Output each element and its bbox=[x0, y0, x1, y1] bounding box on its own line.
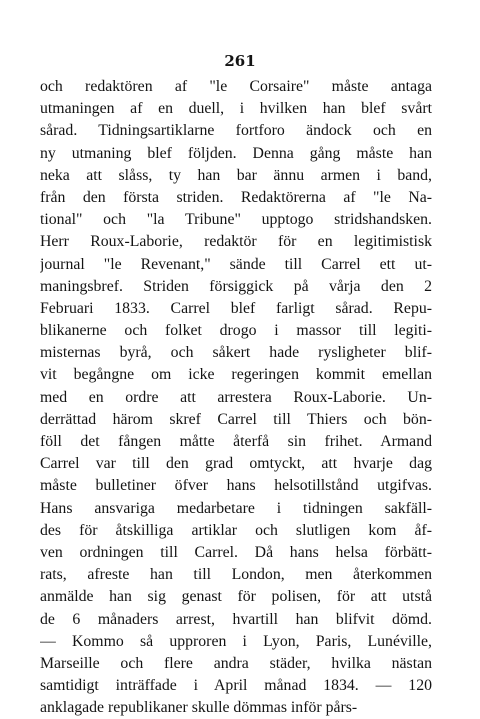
text-line: ven ordningen till Carrel. Då hans helsa förbätt- bbox=[40, 543, 432, 561]
body-text bbox=[40, 76, 432, 719]
text-line: med en ordre att arrestera Roux-Laborie. Un- bbox=[40, 388, 432, 406]
text-line: Februari 1833. Carrel blef farligt sårad. Repu- bbox=[40, 299, 432, 317]
text-line: ny utmaning blef följden. Denna gång måste han bbox=[40, 144, 432, 162]
text-line: tional" och "la Tribune" upptogo stridshandsken. bbox=[40, 211, 432, 229]
text-line: anmälde han sig genast för polisen, för att utstå bbox=[40, 588, 432, 606]
text-line: des för åtskilliga artiklar och slutligen kom åf- bbox=[40, 521, 432, 539]
text-line: Marseille och flere andra städer, hvilka nästan bbox=[40, 654, 432, 672]
text-line: — Kommo så upproren i Lyon, Paris, Lunéville, bbox=[40, 632, 432, 650]
text-line: maningsbref. Striden försiggick på vårja den 2 bbox=[40, 277, 432, 295]
text-line: neka att slåss, ty han bar ännu armen i band, bbox=[40, 166, 432, 184]
text-line: föll det fången måtte återfå sin frihet. Armand bbox=[40, 433, 432, 450]
text-line: rats, afreste han till London, men återkommen bbox=[40, 566, 432, 584]
text-line: vit begångne om icke regeringen kommit emellan bbox=[40, 366, 432, 384]
text-line: från den första striden. Redaktörerna af "le Na- bbox=[40, 188, 432, 206]
text-line: Carrel var till den grad omtyckt, att hvarje dag bbox=[40, 455, 432, 473]
text-line: utmaningen af en duell, i hvilken han blef svårt bbox=[40, 100, 432, 118]
text-line: anklagade republikaner skulle dömmas inför pårs- bbox=[40, 699, 358, 717]
text-line: sårad. Tidningsartiklarne fortforo ändock och en bbox=[40, 122, 432, 140]
text-line: derrättad härom skref Carrel till Thiers och bön- bbox=[40, 410, 432, 428]
text-line: Hans ansvariga medarbetare i tidningen sakfäll- bbox=[40, 499, 432, 517]
text-line: journal "le Revenant," sände till Carrel ett ut- bbox=[40, 255, 432, 273]
text-line: samtidigt inträffade i April månad 1834. — 120 bbox=[40, 677, 432, 695]
page-number: 261 bbox=[224, 52, 256, 70]
text-line: de 6 månaders arrest, hvartill han blifvit dömd. bbox=[40, 610, 432, 628]
text-line: måste bulletiner öfver hans helsotillstånd utgifvas. bbox=[40, 477, 432, 495]
text-line: blikanerne och folket drogo i massor till legiti- bbox=[40, 322, 432, 340]
text-line: och redaktören af "le Corsaire" måste antaga bbox=[40, 78, 432, 95]
text-line: misternas byrå, och såkert hade rysligheter blif- bbox=[40, 344, 432, 362]
text-line: Herr Roux-Laborie, redaktör för en legitimistisk bbox=[40, 233, 432, 251]
